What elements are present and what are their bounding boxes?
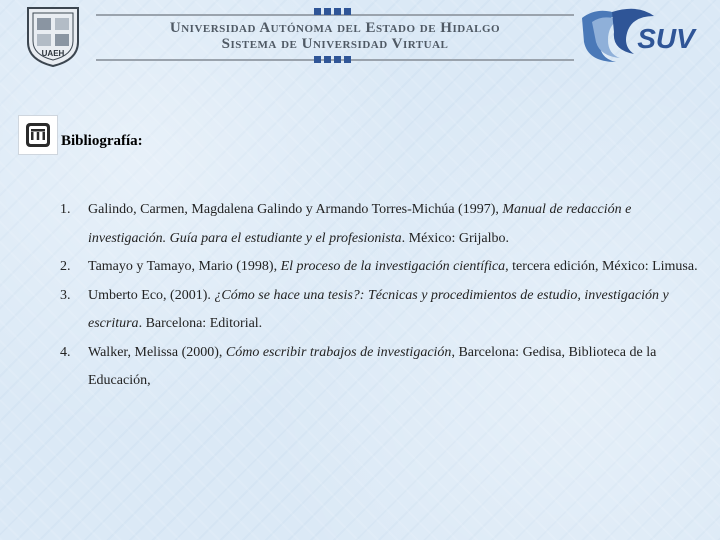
reference-text: Walker, Melissa (2000), Cómo escribir trabajos de investigación, Barcelona: Gedisa, Biblioteca de la Educación, [88,344,657,388]
decor-squares-bottom [314,56,351,63]
book-icon [18,115,58,155]
reference-text: Galindo, Carmen, Magdalena Galindo y Armando Torres-Michúa (1997), Manual de redacción e investigación. Guía para el estudiante y el profesionista. México: Grijalbo. [88,202,632,246]
university-name: Universidad Autónoma del Estado de Hidalgo [169,20,501,36]
decor-squares-top [314,8,351,15]
reference-text: Umberto Eco, (2001). ¿Cómo se hace una tesis?: Técnicas y procedimientos de estudio, investigación y escritura. Barcelona: Editorial. [88,287,669,331]
reference-item [60,339,710,396]
reference-number: 2. [60,259,71,274]
reference-list [60,196,710,396]
reference-text: Tamayo y Tamayo, Mario (1998), El proceso de la investigación científica, tercera edición, México: Limusa. [88,259,698,274]
uaeh-logo [24,4,82,68]
reference-item [60,196,710,253]
reference-item [60,253,710,282]
reference-item [60,282,710,339]
header-banner [96,8,574,68]
section-title: Bibliografía: [61,133,143,149]
suv-logo-text: SUV [637,23,695,54]
suv-logo [578,6,700,64]
reference-number: 4. [60,344,71,360]
reference-number: 3. [60,287,71,303]
system-name: Sistema de Universidad Virtual [221,36,449,52]
reference-number: 1. [60,202,71,217]
header [0,0,720,80]
uaeh-logo-text: UAEH [41,49,65,58]
